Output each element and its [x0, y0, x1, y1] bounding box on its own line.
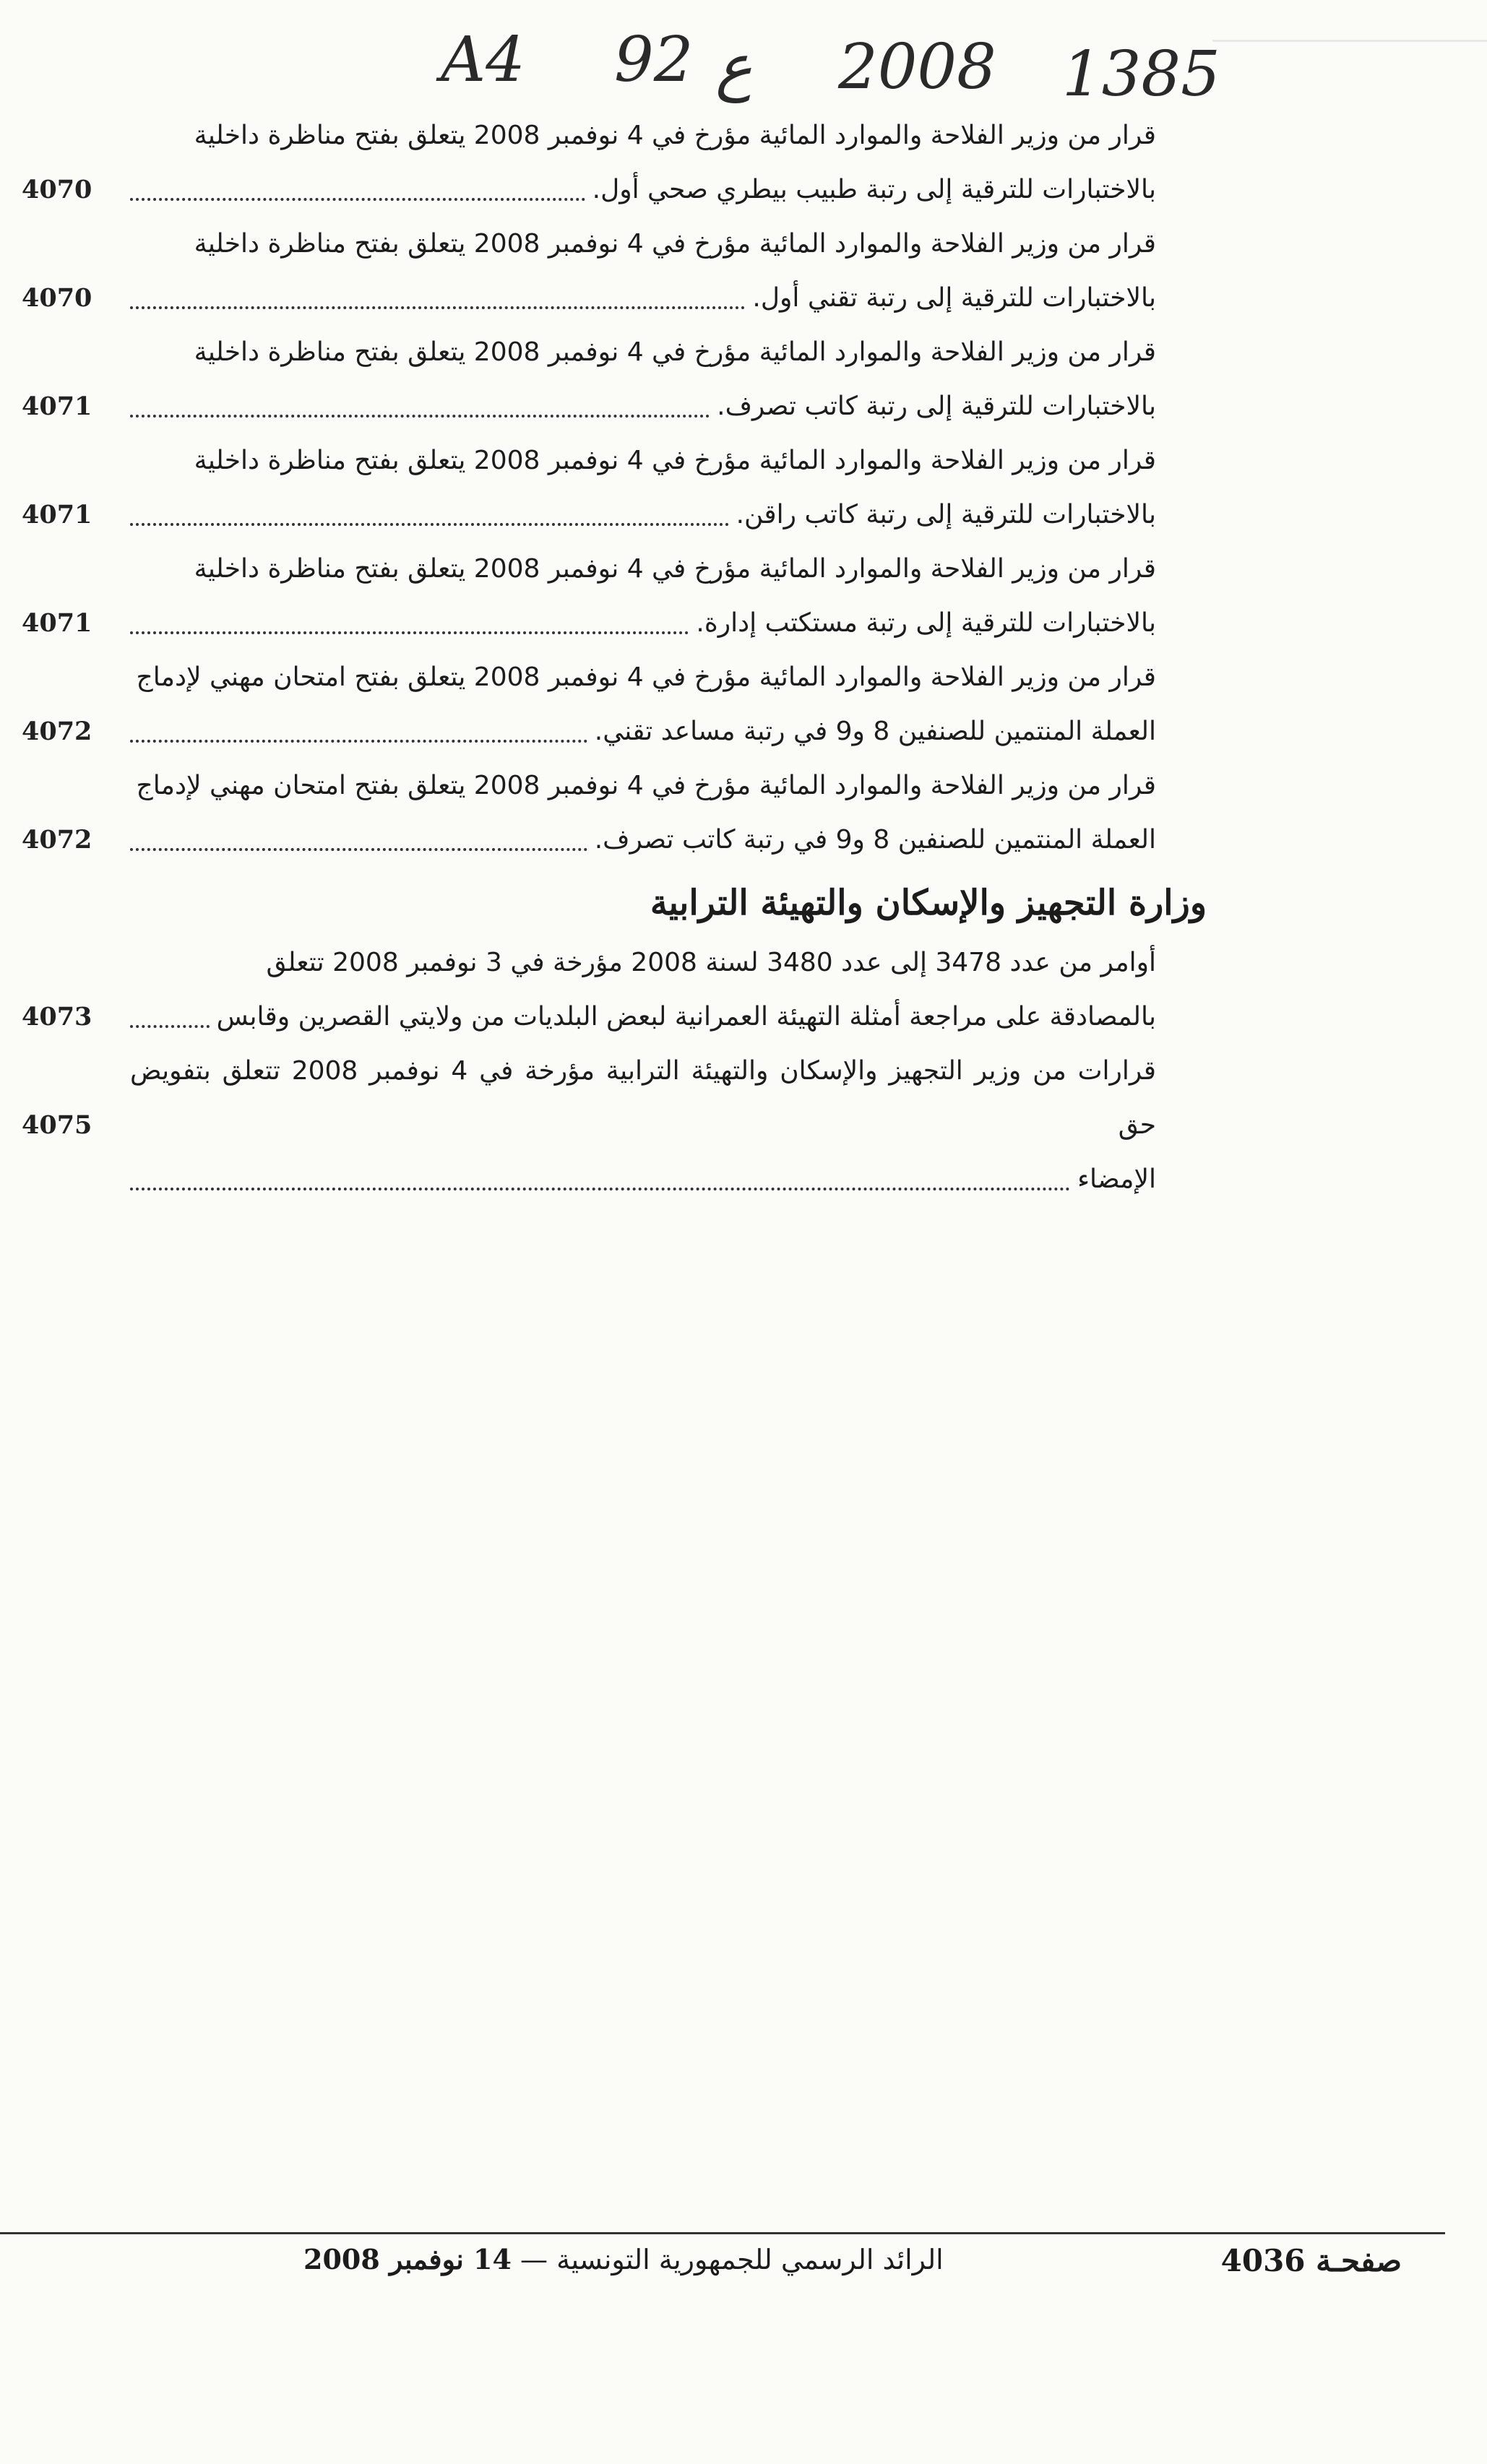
entry-text: [101, 217, 1156, 325]
toc-entry: [22, 935, 1156, 1044]
entry-line-1: قرار من وزير الفلاحة والموارد المائية مؤرخ في 4 نوفمبر 2008 يتعلق بفتح مناظرة داخلية: [194, 554, 1156, 584]
entry-text: [101, 650, 1156, 758]
entry-line-2-text: بالمصادقة على مراجعة أمثلة التهيئة العمرانية لبعض البلديات من ولايتي القصرين وقابس: [216, 1002, 1156, 1032]
entry-line-1: قرار من وزير الفلاحة والموارد المائية مؤرخ في 4 نوفمبر 2008 يتعلق بفتح مناظرة داخلية: [194, 337, 1156, 367]
annotation-number: 1385: [1062, 38, 1220, 111]
page-label: صفحـة 4036: [1220, 2243, 1402, 2278]
entry-line-2-text: بالاختبارات للترقية إلى رتبة مستكتب إدارة.: [696, 608, 1156, 638]
entry-text: [101, 1044, 1156, 1206]
gazette-date: 14 نوفمبر 2008: [303, 2243, 512, 2275]
entry-page-number: 4072: [22, 825, 92, 855]
annotation-a4: A4: [441, 24, 525, 96]
entry-line-2-text: بالاختبارات للترقية إلى رتبة تقني أول.: [752, 283, 1156, 313]
leader-dots: [130, 306, 745, 309]
toc-entry: [22, 325, 1156, 433]
entry-page-number: 4071: [22, 500, 92, 529]
footer-divider: [0, 2232, 1445, 2234]
annotation-92: 92: [614, 24, 694, 96]
entry-page-number: 4071: [22, 608, 92, 638]
entry-line-1: قرار من وزير الفلاحة والموارد المائية مؤرخ في 4 نوفمبر 2008 يتعلق بفتح مناظرة داخلية: [194, 446, 1156, 475]
bleed-through-mark: [1212, 40, 1487, 100]
ministry-heading: وزارة التجهيز والإسكان والتهيئة الترابية: [650, 883, 1207, 923]
entry-line-1: قرارات من وزير التجهيز والإسكان والتهيئة الترابية مؤرخة في 4 نوفمبر 2008 تتعلق بتفويض حق: [130, 1056, 1156, 1140]
leader-dots: [130, 522, 729, 526]
entry-line-2: [130, 990, 1156, 1044]
entry-line-2-text: بالاختبارات للترقية إلى رتبة كاتب راقن.: [736, 500, 1156, 529]
entry-line-2: [130, 704, 1156, 758]
entry-line-2-text: بالاختبارات للترقية إلى رتبة كاتب تصرف.: [717, 392, 1156, 421]
entry-text: [101, 433, 1156, 542]
entry-line-2-text: بالاختبارات للترقية إلى رتبة طبيب بيطري صحي أول.: [592, 175, 1156, 204]
entry-line-1: قرار من وزير الفلاحة والموارد المائية مؤرخ في 4 نوفمبر 2008 يتعلق بفتح امتحان مهني لإدماج: [136, 662, 1156, 692]
leader-dots: [130, 197, 585, 201]
gazette-line: [303, 2243, 944, 2275]
leader-dots: [130, 1024, 210, 1028]
entry-line-1: قرار من وزير الفلاحة والموارد المائية مؤرخ في 4 نوفمبر 2008 يتعلق بفتح مناظرة داخلية: [194, 229, 1156, 259]
entry-line-1: قرار من وزير الفلاحة والموارد المائية مؤرخ في 4 نوفمبر 2008 يتعلق بفتح مناظرة داخلية: [194, 121, 1156, 150]
toc-entry: [22, 108, 1156, 217]
page-footer: [0, 2243, 1445, 2301]
entry-page-number: 4072: [22, 717, 92, 746]
entry-page-number: 4070: [22, 283, 92, 313]
entry-line-1: قرار من وزير الفلاحة والموارد المائية مؤرخ في 4 نوفمبر 2008 يتعلق بفتح امتحان مهني لإدماج: [136, 771, 1156, 800]
entry-text: [101, 325, 1156, 433]
toc-entry: [22, 650, 1156, 758]
toc-entry: [22, 542, 1156, 650]
leader-dots: [130, 1187, 1070, 1190]
entry-line-2-text: العملة المنتمين للصنفين 8 و9 في رتبة مساعد تقني.: [594, 717, 1156, 746]
toc-entry: [22, 433, 1156, 542]
entry-line-2: [130, 1152, 1156, 1206]
toc-entry: [22, 758, 1156, 867]
leader-dots: [130, 847, 587, 851]
entry-page-number: 4070: [22, 175, 92, 204]
entry-page-number: 4075: [22, 1110, 92, 1140]
entry-line-2: [130, 488, 1156, 542]
entry-page-number: 4073: [22, 1002, 92, 1032]
entries-list: [22, 108, 1156, 867]
leader-dots: [130, 739, 587, 743]
entry-line-2: [130, 813, 1156, 867]
table-of-contents: [22, 108, 1207, 1206]
entry-line-2-text: الإمضاء: [1077, 1164, 1156, 1194]
entry-text: [101, 935, 1156, 1044]
entry-text: [101, 758, 1156, 867]
ministry-entries-list: [22, 935, 1156, 1206]
entry-text: [101, 108, 1156, 217]
annotation-year: 2008: [838, 31, 996, 103]
entry-line-2: [130, 596, 1156, 650]
toc-entry: [22, 1044, 1156, 1206]
gazette-separator: —: [520, 2244, 548, 2275]
entry-line-1: أوامر من عدد 3478 إلى عدد 3480 لسنة 2008 مؤرخة في 3 نوفمبر 2008 تتعلق: [266, 948, 1156, 977]
entry-line-2: [130, 379, 1156, 433]
entry-text: [101, 542, 1156, 650]
leader-dots: [130, 631, 689, 634]
entry-page-number: 4071: [22, 392, 92, 421]
entry-line-2: [130, 271, 1156, 325]
toc-entry: [22, 217, 1156, 325]
gazette-title: الرائد الرسمي للجمهورية التونسية: [556, 2244, 944, 2275]
annotation-ain: ع: [715, 31, 753, 103]
entry-line-2: [130, 163, 1156, 217]
leader-dots: [130, 414, 710, 418]
entry-line-2-text: العملة المنتمين للصنفين 8 و9 في رتبة كاتب تصرف.: [594, 825, 1156, 855]
